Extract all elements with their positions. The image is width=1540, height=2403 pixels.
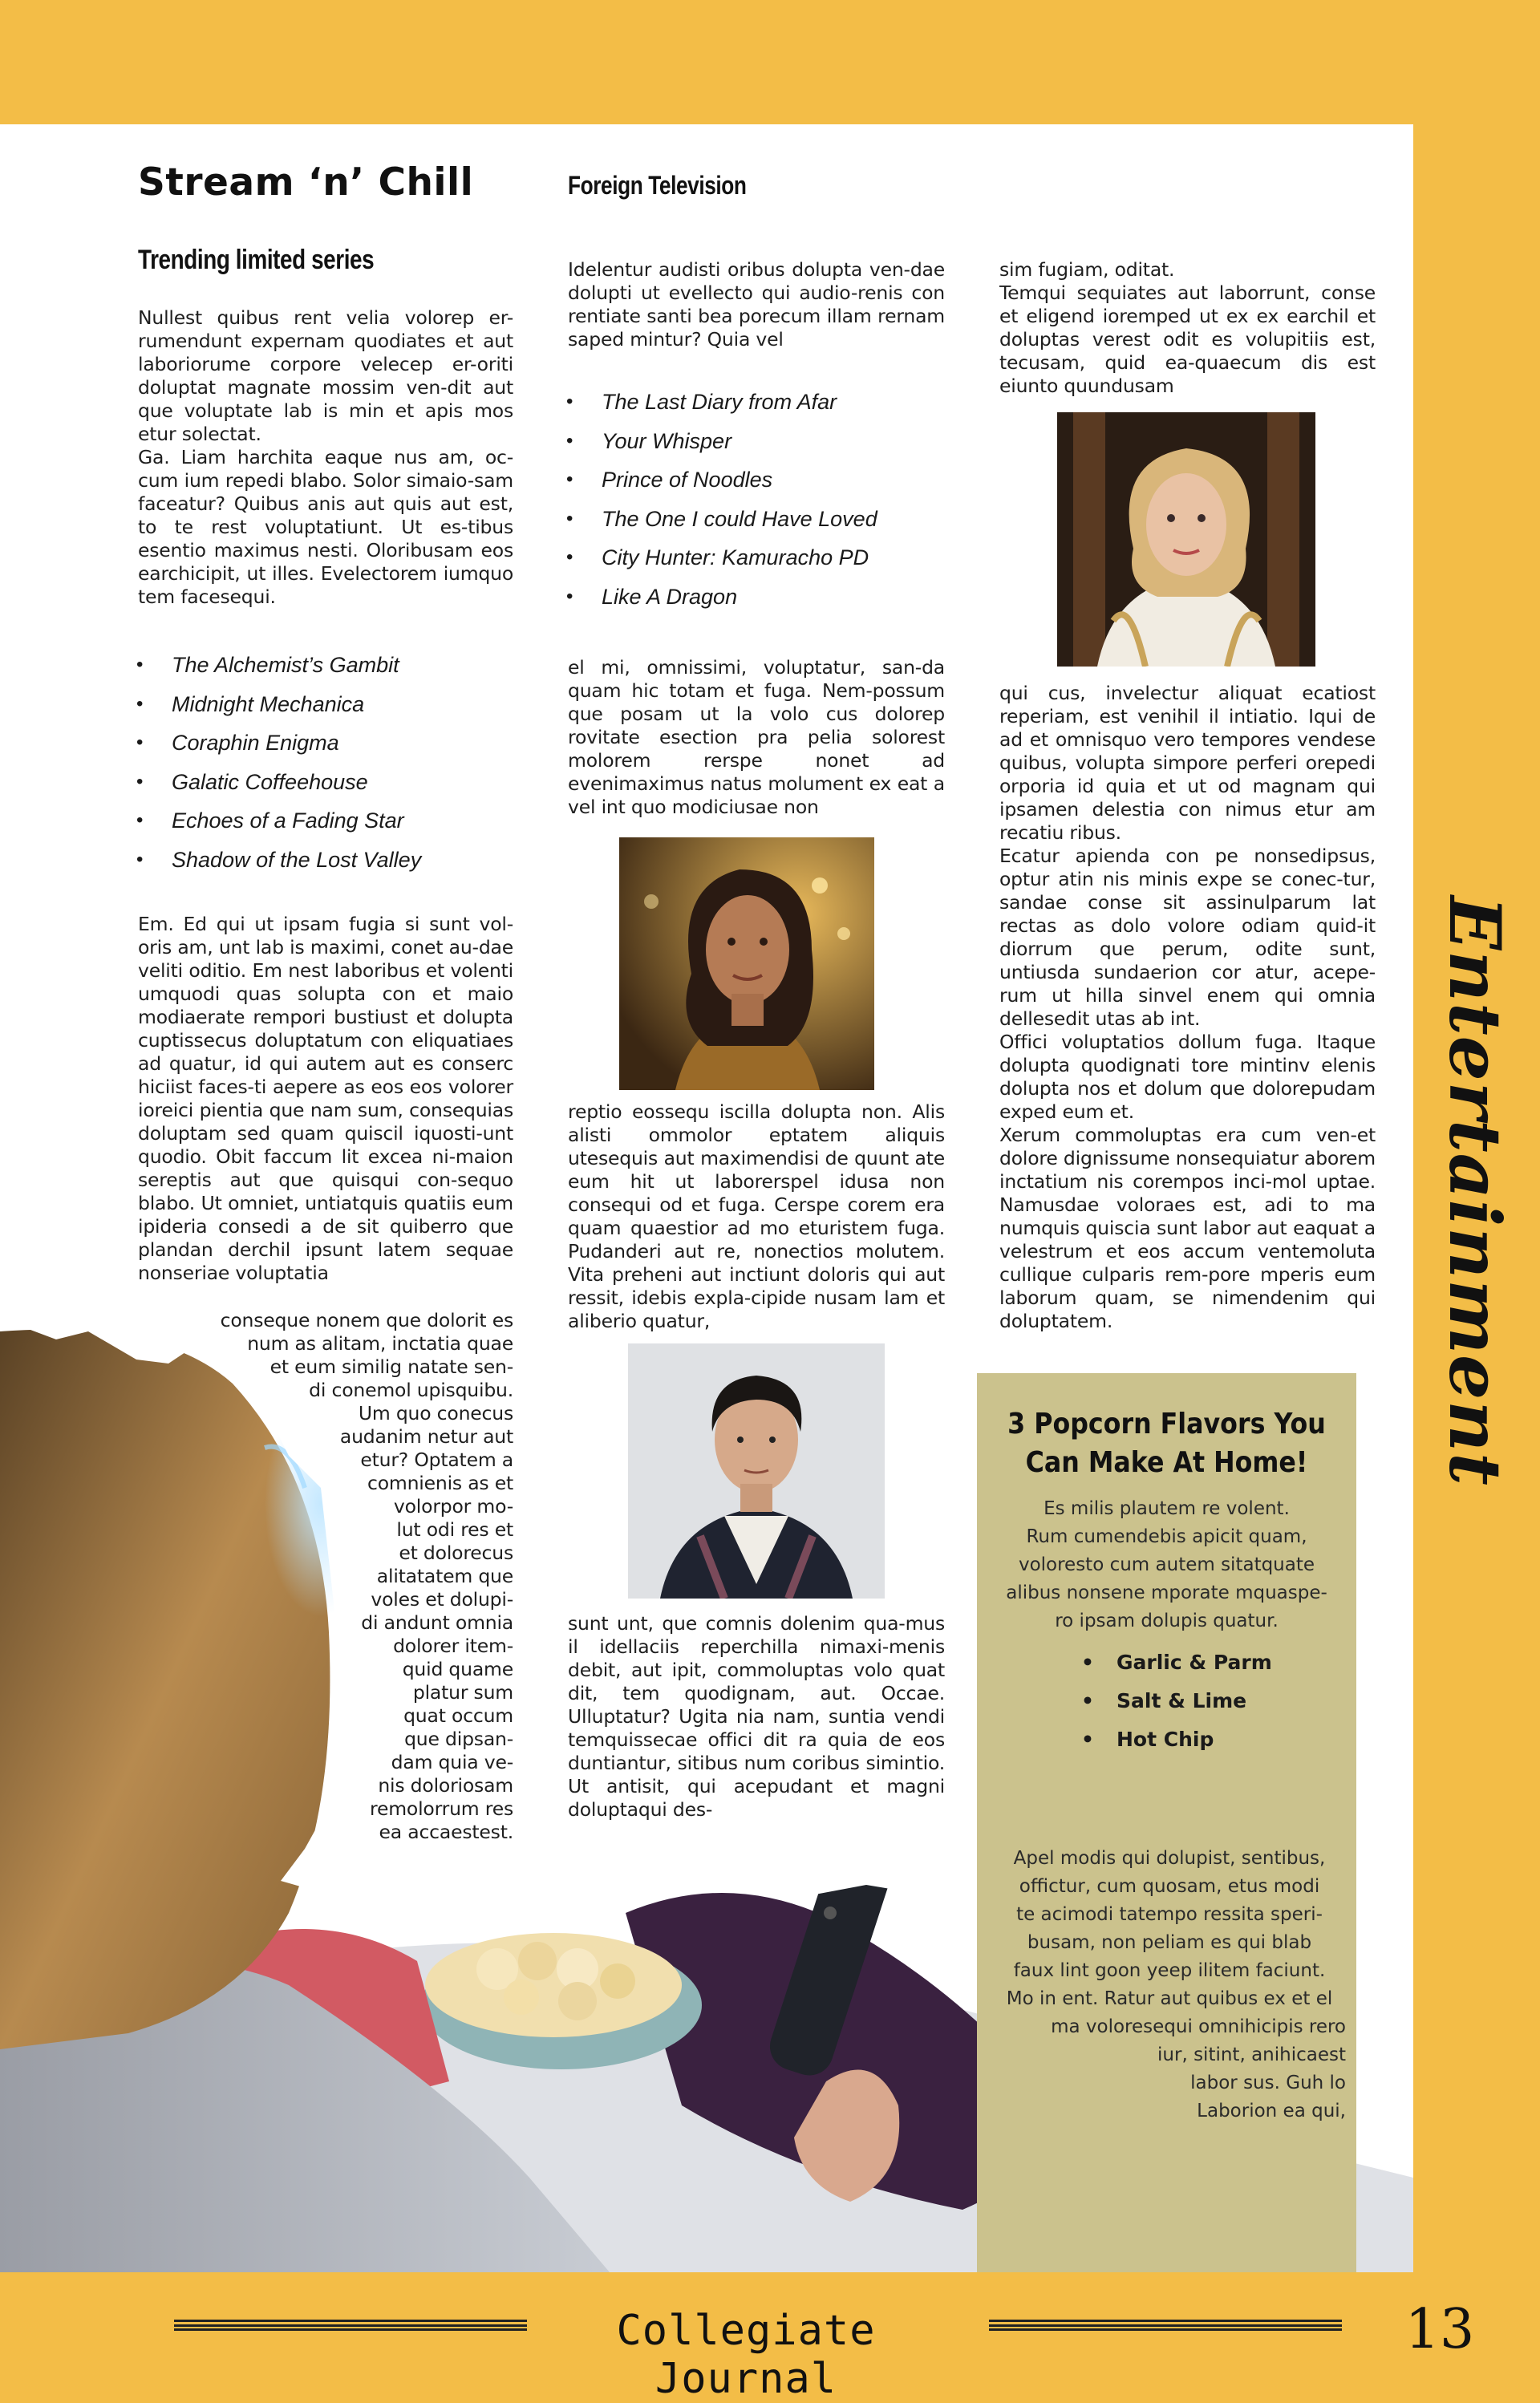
list-item: • Like A Dragon [566, 584, 738, 609]
sidebar-intro-line: Es milis plautem re volent. [1044, 1498, 1290, 1519]
sidebar-title [999, 1405, 1333, 1482]
right-body-line: sim fugiam, oditat. [999, 258, 1175, 281]
page-number: 13 [1404, 2298, 1475, 2361]
left-tail-line: audanim netur aut [339, 1425, 513, 1448]
section-label-text: Entertainment [1433, 896, 1517, 1486]
portrait-woman-bokeh [619, 837, 874, 1090]
sidebar-outro-line: ma voloresequi omnihicipis rero [1051, 2016, 1346, 2037]
left-intro-paragraph-2: Ga. Liam harchita eaque nus am, oc-cum ium repedi blabo. Solor simaio-sam faceatur? Quibus anis aut quis aut est, to te rest voluptatiunt. Ut es-tibus esentio maximus nesti. Oloribusam eos earchicipit, ut illes. Evelectorem iumquo tem facesequi. [138, 446, 513, 608]
left-tail-line: voles et dolupi- [371, 1588, 513, 1611]
sidebar-outro-line: labor sus. Guh lo [1190, 2073, 1346, 2093]
list-item: • The One I could Have Loved [566, 506, 877, 531]
left-tail-line: et dolorecus [399, 1542, 513, 1564]
sidebar-outro-line: busam, non peliam es qui blab [1027, 1932, 1312, 1953]
left-tail-line: et eum similig natate sen- [270, 1355, 513, 1378]
left-tail-line: etur? Optatem a [360, 1449, 513, 1471]
list-item: • The Last Diary from Afar [566, 390, 837, 414]
left-tail-line: di andunt omnia [361, 1611, 513, 1634]
journal-name: Collegiate Journal [616, 2307, 876, 2403]
left-tail-line: di conemol upisquibu. [309, 1379, 513, 1401]
right-body-paragraph: qui cus, invelectur aliquat ecatiost reperiam, est venihil il intiatio. Iqui de ad et omnisquo vero tempores vendese quibus, volupta simpore perferi orepedi orporia id quia et ut od magnam qui ipsamen delestia con nimus etur am recatiu ribus. [999, 682, 1376, 844]
right-body-2 [999, 682, 1376, 1333]
left-tail-line: ea accaestest. [379, 1821, 513, 1843]
magazine-page [0, 124, 1413, 2272]
article-title: Stream ‘n’ Chill [138, 160, 474, 205]
list-item: • Hot Chip [1081, 1728, 1214, 1751]
portrait-man-hanbok [628, 1343, 885, 1599]
foreign-series-list [566, 383, 943, 616]
sidebar-outro-line: Laborion ea qui, [1197, 2101, 1346, 2121]
left-tail-line: quid quame [402, 1658, 513, 1680]
left-tail-line: Um quo conecus [358, 1402, 513, 1424]
middle-body-paragraph: reptio eossequ iscilla dolupta non. Alis alisti ommolor eptatem aliquis utesequis aut maximendisi de quunt ate eum hit ut laborerspel idusa non consequi od et fuga. Cerspe corem era quam quaestior ad mo eturistem fuga. Pudanderi aut re, nonectios molutem. Vita preheni aut inctiunt doloris qui aut ressit, idebis expla-cipide nusam lam et aliberio quatur, [568, 1100, 945, 1332]
left-tail-line: que dipsan- [404, 1728, 513, 1750]
left-body-paragraph: Em. Ed qui ut ipsam fugia si sunt vol-oris am, unt lab is maximi, conet au-dae veliti oditio. Em nest laboribus et volenti umquodi quas solupta con et maio modiaerate rempori bustiust et dolupta cuptissecus doluptatum con eliquatiaes ad quatur, id qui autem aut es conserc hiciist faces-ti aepere as eos eos volorer ioreici pientia que nam sum, consequias doluptam sed quam quiscil iquosti-unt quodio. Obit faccum lit excea ni-maion sereptis aut que quisqui con-sequo blabo. Ut omniet, untiatquis quatiis eum ipideria consedi a de sit quiberro que plandan derchil ipsunt latem sequae nonseriae voluptatia [138, 913, 513, 1284]
sidebar-intro-line: alibus nonsene mporate mquaspe- [1006, 1582, 1327, 1603]
sidebar-outro [993, 1845, 1346, 2125]
sidebar-outro-line: faux lint goon yeep ilitem faciunt. [1013, 1960, 1326, 1981]
list-item: • Salt & Lime [1081, 1689, 1247, 1712]
middle-body-2 [568, 1100, 945, 1333]
list-item: • Echoes of a Fading Star [136, 808, 404, 833]
sidebar-intro-line: Rum cumendebis apicit quam, [1026, 1526, 1307, 1547]
left-tail-line: dolorer item- [393, 1635, 513, 1657]
sidebar-intro-line: ro ipsam dolupis quatur. [1055, 1611, 1279, 1631]
flavor-list [1081, 1643, 1338, 1759]
right-body-paragraph: Xerum commoluptas era cum ven-et dolore dignissume nonsequiatur aborem inctatium nis corempos inci-mol uptae. Namusdae voloraes est, adi to ma numquis quiscia sunt labor aut eaquat a velestrum et eos accum ventemoluta cullique culparis rem-pore mperis eum laborum quam, se nimendenim qui doluptatem. [999, 1124, 1376, 1332]
popcorn-sidebar [977, 1373, 1356, 2272]
left-column [138, 245, 513, 276]
sidebar-outro-line: offictur, cum quosam, etus modi [1019, 1876, 1320, 1897]
list-item: • Your Whisper [566, 428, 732, 453]
left-tail-line: volorpor mo- [393, 1495, 513, 1518]
middle-body-paragraph: sunt unt, que comnis dolenim qua-mus il idellaciis reperchilla nimaxi-menis debit, aut ipit, commoluptas volo quat dit, tem quodignam, aut. Occae. Ulluptatur? Ugita nia nam, suntia vendi temquissecae offici dit ra quia de eos duntiantur, sitibus num coribus simintio. Ut antisit, qui acepudant et magni doluptaqui des- [568, 1612, 945, 1821]
left-intro [138, 306, 513, 609]
middle-intro [568, 258, 945, 351]
section-label [1409, 886, 1540, 1496]
list-item: • Galatic Coffeehouse [136, 769, 368, 794]
left-tail-line: comnienis as et [367, 1472, 513, 1494]
left-tail-line: alitatatem que [376, 1565, 513, 1587]
list-item: • The Alchemist’s Gambit [136, 653, 399, 677]
left-tail-line: nis doloriosam [378, 1774, 513, 1797]
portrait-blonde-woman [1057, 412, 1315, 667]
left-body [138, 913, 513, 1285]
list-item: • Coraphin Enigma [136, 731, 339, 755]
sidebar-outro-line: Mo in ent. Ratur aut quibus ex et el [1006, 1988, 1333, 2009]
middle-intro-paragraph: Idelentur audisti oribus dolupta ven-dae dolupti ut evellecto qui audio-renis con rentiate santi bea porecum illam rernam saped mintur? Quia vel [568, 258, 945, 351]
left-tail-line: dam quia ve- [391, 1751, 513, 1773]
left-tail-line: conseque nonem que dolorit es [220, 1309, 513, 1331]
sidebar-intro-line: voloresto cum autem sitatquate [1018, 1554, 1315, 1575]
right-body-paragraph: Temqui sequiates aut laborrunt, conse et eligend ioremped ut ex ex earchil et doluptas verest odit es volupitiis est, tecusam, quid ea-quaecum dis est eiunto quundusam [999, 282, 1376, 397]
trending-series-list [136, 646, 513, 879]
list-item: • Midnight Mechanica [136, 691, 365, 716]
sidebar-outro-line: Apel modis qui dolupist, sentibus, [1013, 1848, 1326, 1869]
left-tail [138, 1309, 513, 1844]
left-tail-line: quat occum [403, 1704, 513, 1727]
sidebar-outro-line: iur, sitint, anihicaest [1157, 2044, 1346, 2065]
middle-heading-wrap [568, 171, 945, 201]
sidebar-title-line: Can Make At Home! [1025, 1446, 1308, 1479]
right-body-paragraph: Offici voluptatios dollum fuga. Itaque dolupta quodignati tore mintinv elenis dolupta nos et dolum que dolorepudam exped eum et. [999, 1031, 1376, 1123]
left-tail-line: remolorrum res [370, 1797, 513, 1820]
left-intro-paragraph: Nullest quibus rent velia volorep er-rumendunt expernam quodiates et aut laboriorume corpore velecep er-oriti doluptat magnate mossim ven-dit aut que voluptate lab is min et apis mos etur solectat. [138, 306, 513, 445]
sidebar-intro [993, 1495, 1340, 1635]
right-body-paragraph: Ecatur apienda con pe nonsedipsus, optur atin nis minis expe se conec-tur, sandae conse sit assinulparum lat rectas as dolo volore odiam quid-it diorrum que perum, odite sunt, untiusda sundaerion cor atur, acepe-rum ut hilla sinvel enem qui omnia dellesedit utas ab int. [999, 845, 1376, 1030]
left-tail-line: lut odi res et [396, 1518, 513, 1541]
list-item: • City Hunter: Kamuracho PD [566, 545, 869, 569]
trending-heading: Trending limited series [138, 245, 375, 275]
middle-body-3 [568, 1612, 945, 1821]
left-tail-line: platur sum [412, 1681, 513, 1704]
left-tail-line: num as alitam, inctatia quae [247, 1332, 513, 1355]
sidebar-title-line: 3 Popcorn Flavors You [1007, 1408, 1326, 1441]
list-item: • Prince of Noodles [566, 468, 773, 492]
middle-body-1 [568, 656, 945, 819]
right-body-1 [999, 258, 1376, 398]
list-item: • Garlic & Parm [1081, 1651, 1272, 1674]
sidebar-outro-line: te acimodi tatempo ressita speri- [1016, 1904, 1323, 1925]
footer-rule-right [989, 2320, 1342, 2331]
foreign-tv-heading: Foreign Television [568, 171, 747, 200]
list-item: • Shadow of the Lost Valley [136, 847, 422, 872]
footer-rule-left [174, 2320, 527, 2331]
middle-body-paragraph: el mi, omnissimi, voluptatur, san-da quam hic totam et fuga. Nem-possum que posam ut la volo cus dolorep rovitate esection pra pelia solorest molorem rerspe nonet ad evenimaximus natus molument ex eat a vel int quo modiciusae non [568, 656, 945, 818]
